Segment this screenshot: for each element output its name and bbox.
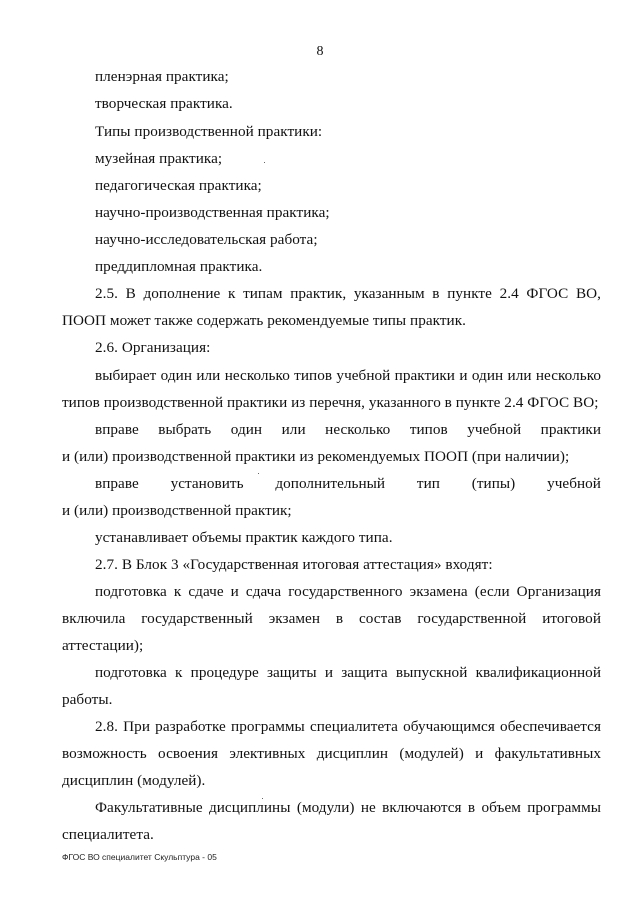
text-line: преддипломная практика. [95,258,263,275]
text-line: включила государственный экзамен в состав государственной итоговой [62,610,601,627]
text-line: устанавливает объемы практик каждого типа. [95,529,393,546]
paragraph-2-5-first-line: 2.5. В дополнение к типам практик, указанным в пункте 2.4 ФГОС ВО, [95,285,601,302]
text-line: вправе установить дополнительный тип (типы) учебной [95,475,601,492]
text-line: Типы производственной практики: [95,123,323,140]
text-line: выбирает один или несколько типов учебной практики и один или несколько [95,367,601,384]
scan-speck [264,162,265,163]
text-line: работы. [62,691,113,708]
text-line: творческая практика. [95,95,233,112]
text-line: научно-исследовательская работа; [95,231,318,248]
footer-document-code: ФГОС ВО специалитет Скульптура - 05 [62,852,217,862]
text-line: 2.8. При разработке программы специалитета обучающимся обеспечивается [95,718,601,735]
text-line: Факультативные дисциплины (модули) не включаются в объем программы [95,799,601,816]
text-line: 2.7. В Блок 3 «Государственная итоговая аттестация» входят: [95,556,493,573]
text-line: пленэрная практика; [95,68,229,85]
text-line: ПООП может также содержать рекомендуемые типы практик. [62,312,467,329]
text-line: 2.6. Организация: [95,339,211,356]
text-line: и (или) производственной практик; [62,502,292,519]
text-line: дисциплин (модулей). [62,772,206,789]
scan-speck [262,798,263,799]
scan-speck [258,473,259,474]
text-line: научно-производственная практика; [95,204,330,221]
text-line: подготовка к сдаче и сдача государственного экзамена (если Организация [95,583,601,600]
text-line: подготовка к процедуре защиты и защита выпускной квалификационной [95,664,601,681]
text-line: вправе выбрать один или несколько типов учебной практики [95,421,601,438]
text-line: музейная практика; [95,150,223,167]
text-line: специалитета. [62,826,154,843]
page-number: 8 [316,44,324,59]
text-line: аттестации); [62,637,144,654]
text-line: возможность освоения элективных дисциплин (модулей) и факультативных [62,745,601,762]
text-line: и (или) производственной практики из рекомендуемых ПООП (при наличии); [62,448,570,465]
text-line: педагогическая практика; [95,177,262,194]
text-line: типов производственной практики из перечня, указанного в пункте 2.4 ФГОС ВО; [62,394,599,411]
